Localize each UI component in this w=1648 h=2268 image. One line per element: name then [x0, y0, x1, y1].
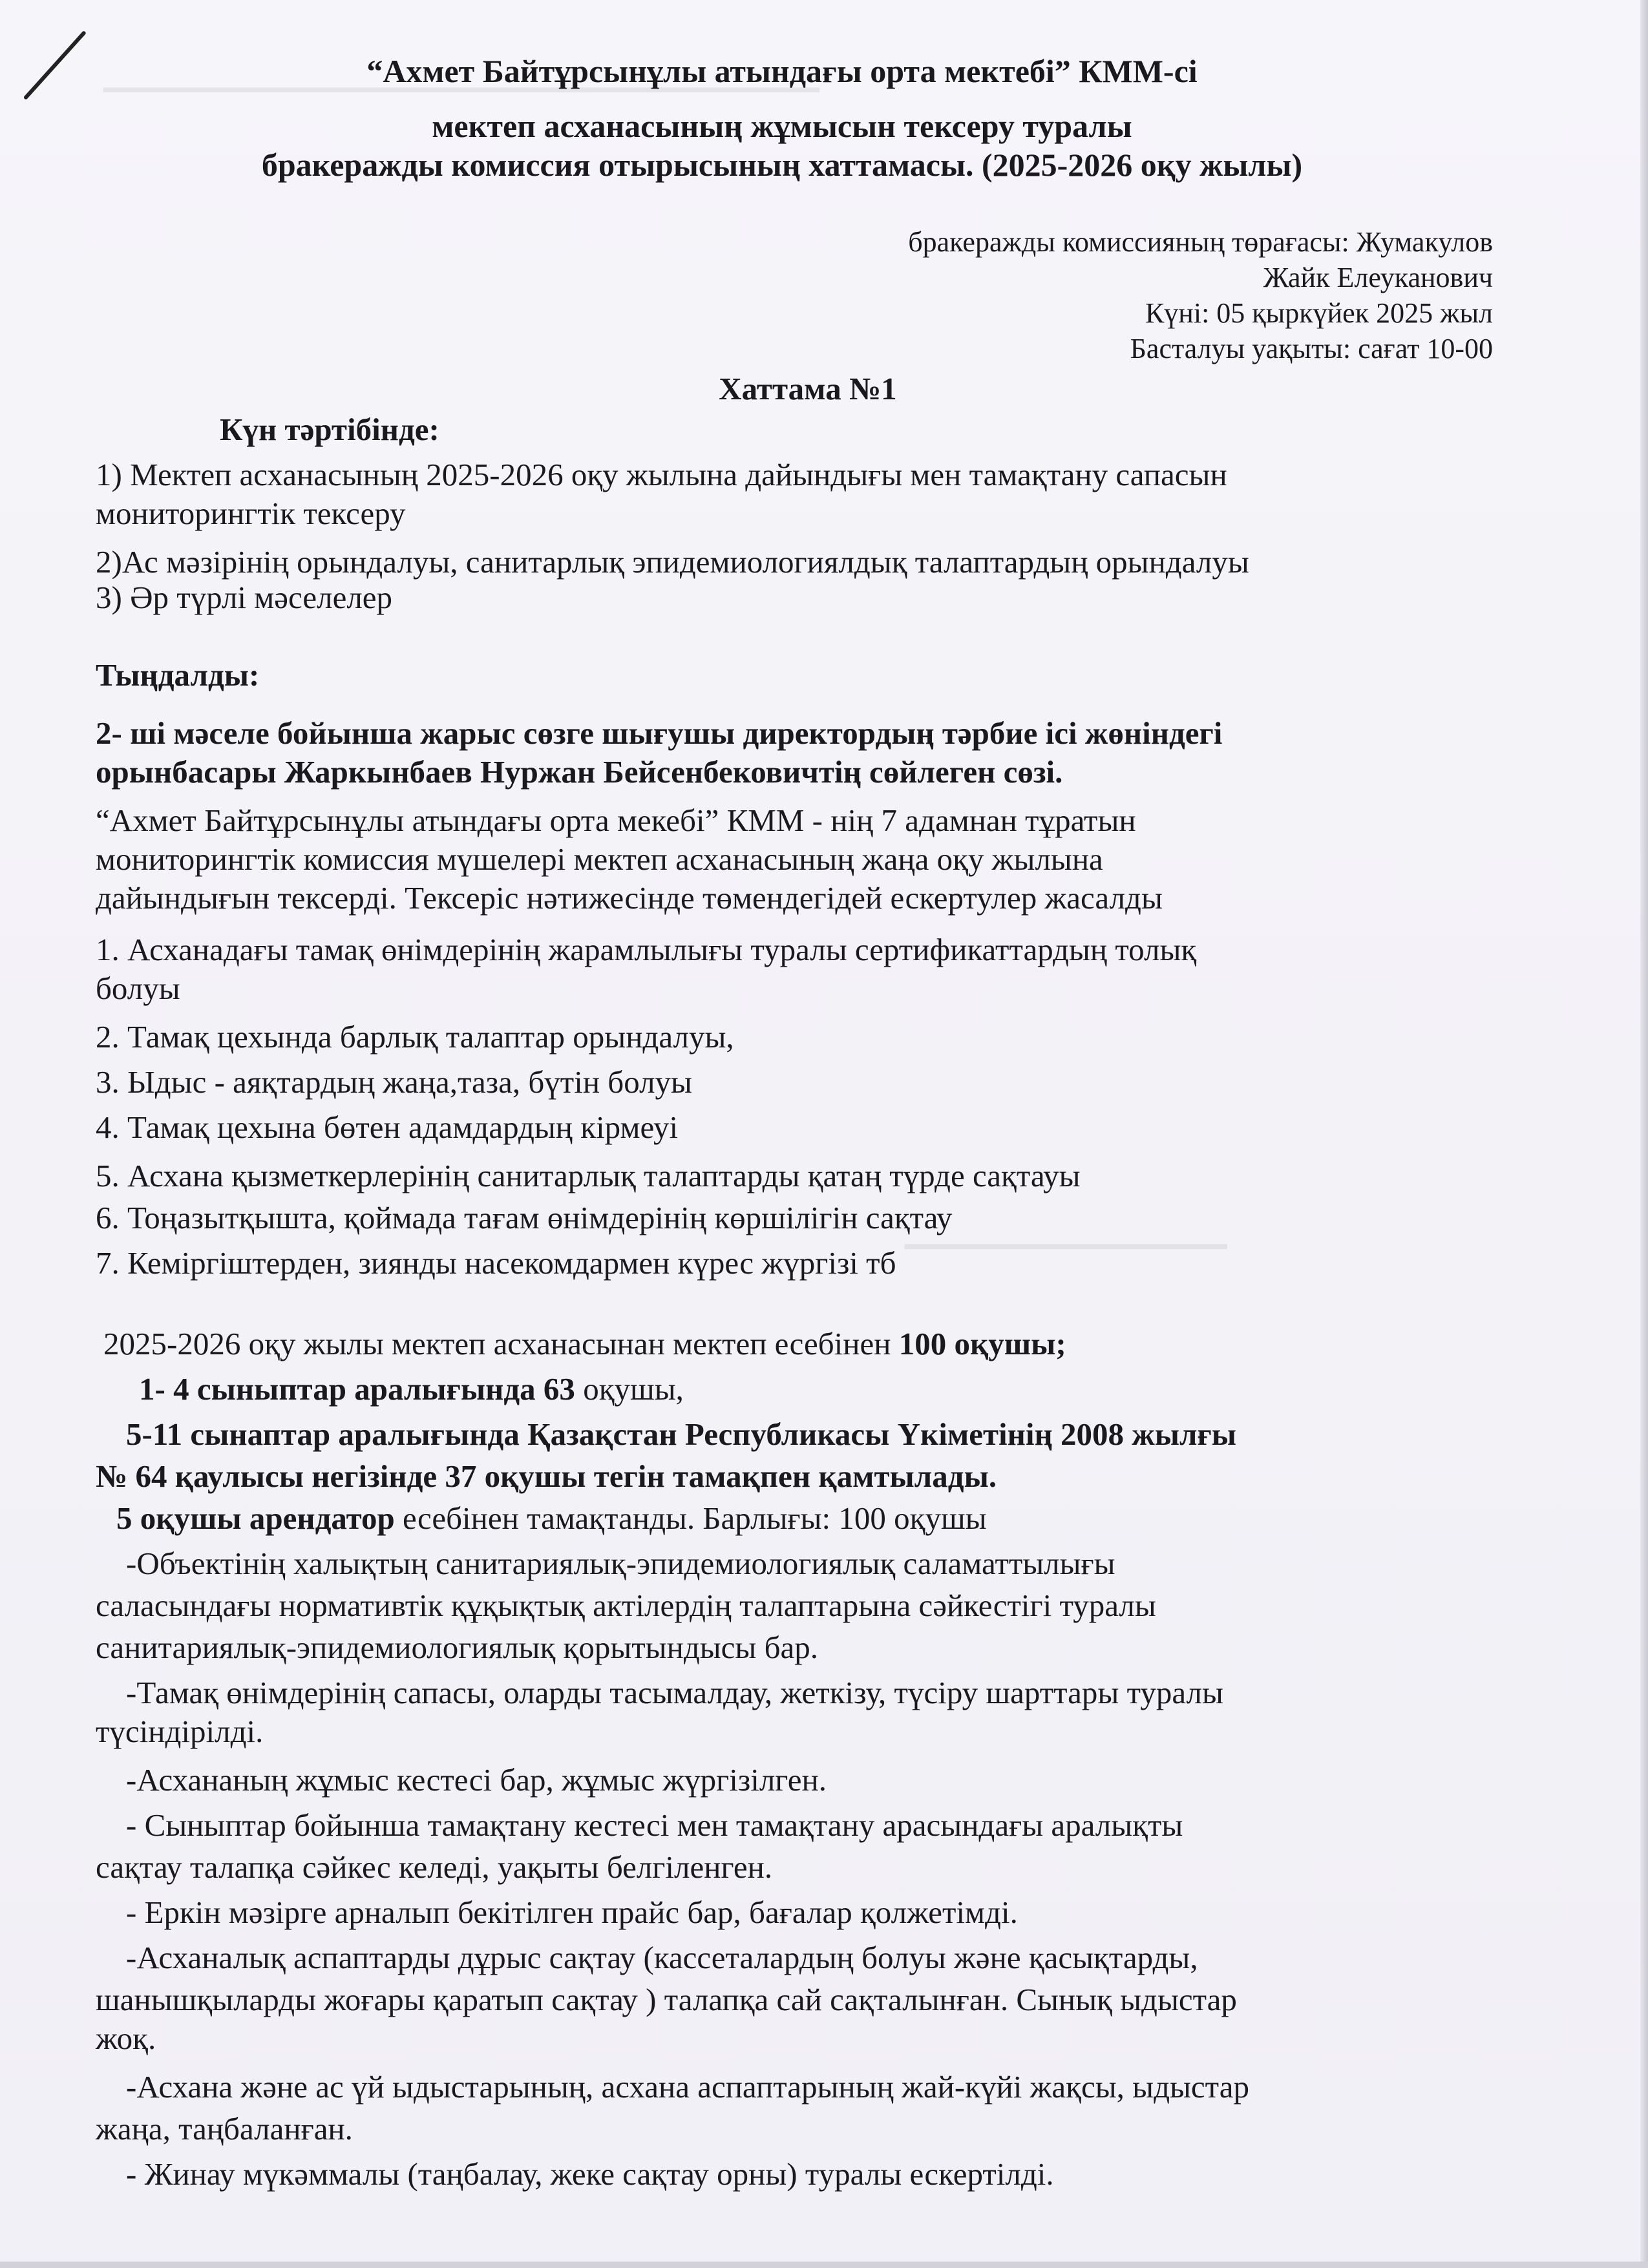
enrollment-line: 5-11 сынаптар аралығында Қазақстан Республикасы Үкіметінің 2008 жылғы [126, 1416, 1237, 1452]
enrollment-line: 1- 4 сыныптар аралығында 63 оқушы, [139, 1371, 684, 1407]
body-text: дайындығын тексерді. Тексеріс нәтижесінде төмендегідей ескертулер жасалды [96, 880, 1163, 916]
enrollment-line: 2025-2026 оқу жылы мектеп асханасынан мектеп есебінен 100 оқушы; [103, 1326, 1066, 1361]
finding-text: жаңа, таңбаланған. [96, 2111, 353, 2147]
finding-text: - Сыныптар бойынша тамақтану кестесі мен тамақтану арасындағы аралықты [126, 1807, 1183, 1843]
remark-item: 1. Асханадағы тамақ өнімдерінің жарамлылығы туралы сертификаттардың толық [96, 932, 1197, 967]
finding-text: - Еркін мәзірге арналып бекітілген прайс бар, бағалар қолжетімді. [126, 1895, 1018, 1930]
body-text: “Ахмет Байтұрсынұлы атындағы орта мекебі” КММ - нің 7 адамнан тұратын [96, 803, 1136, 838]
enrollment-line: № 64 қаулысы негізінде 37 оқушы тегін тамақпен қамтылады. [96, 1458, 997, 1494]
bleed-through-text: ━━━━━━━━━━━━━━━━━━━━━━━━━━━━━━━━━━━━━━━━ [103, 74, 819, 107]
finding-text: сақтау талапқа сәйкес келеді, уақыты белгіленген. [96, 1849, 773, 1885]
chairman-label: бракеражды комиссияның төрағасы: Жумакулов [908, 226, 1493, 258]
finding-text: -Тамақ өнімдерінің сапасы, оларды тасымалдау, жеткізу, түсіру шарттары туралы [126, 1675, 1223, 1710]
remark-item: 5. Асхана қызметкерлерінің санитарлық талаптарды қатаң түрде сақтауы [96, 1158, 1081, 1193]
chairman-name: Жайк Елеуканович [1263, 262, 1493, 293]
heard-heading: Тыңдалды: [96, 657, 260, 693]
remark-item: 7. Кеміргіштерден, зиянды насекомдармен күрес жүргізі тб [96, 1245, 896, 1281]
finding-text: - Жинау мүкәммалы (таңбалау, жеке сақтау орны) туралы ескертілді. [126, 2156, 1054, 2192]
agenda-item: 1) Мектеп асханасының 2025-2026 оқу жылына дайындығы мен тамақтану сапасын [96, 457, 1227, 492]
doc-title-line-1: “Ахмет Байтұрсынұлы атындағы орта мектебі” КММ-сі [366, 53, 1198, 89]
enrollment-line: 5 оқушы арендатор есебінен тамақтанды. Барлығы: 100 оқушы [116, 1500, 987, 1536]
agenda-item: 3) Әр түрлі мәселелер [96, 580, 393, 615]
agenda-item: мониторингтік тексеру [96, 496, 406, 531]
finding-text: жоқ. [96, 2021, 156, 2056]
doc-title-line-2: мектеп асханасының жұмысын тексеру туралы [432, 108, 1132, 144]
finding-text: санитариялық-эпидемиологиялық қорытындысы бар. [96, 1630, 819, 1665]
speaker-line: орынбасары Жаркынбаев Нуржан Бейсенбековичтің сөйлеген сөзі. [96, 754, 1063, 790]
finding-text: саласындағы нормативтік құқықтық актілердің талаптарына сәйкестігі туралы [96, 1588, 1156, 1623]
finding-text: -Асхананың жұмыс кестесі бар, жұмыс жүргізілген. [126, 1762, 827, 1798]
finding-text: шанышқыларды жоғары қаратып сақтау ) талапқа сай сақталынған. Сынық ыдыстар [96, 1982, 1237, 2017]
finding-text: -Асхана және ас үй ыдыстарының, асхана аспаптарының жай-күйі жақсы, ыдыстар [126, 2069, 1249, 2105]
remark-item: 3. Ыдыс - аяқтардың жаңа,таза, бүтін болуы [96, 1064, 692, 1100]
remark-item: болуы [96, 971, 180, 1006]
remark-item: 2. Тамақ цехында барлық талаптар орындалуы, [96, 1019, 734, 1055]
speaker-line: 2- ші мәселе бойынша жарыс сөзге шығушы директордың тәрбие ісі жөніндегі [96, 715, 1223, 751]
meeting-date: Күні: 05 қыркүйек 2025 жыл [1145, 297, 1493, 329]
start-time: Басталуы уақыты: сағат 10-00 [1130, 333, 1493, 364]
remark-item: 4. Тамақ цехына бөтен адамдардың кірмеуі [96, 1109, 679, 1145]
finding-text: -Объектінің халықтың санитариялық-эпидемиологиялық саламаттылығы [126, 1546, 1115, 1581]
bleed-through-text: ━━━━━━━━━━━━━━━━━━ [905, 1230, 1227, 1263]
page-edge-shadow [1640, 0, 1648, 2268]
protocol-number: Хаттама №1 [719, 371, 897, 406]
finding-text: түсіндірілді. [96, 1714, 264, 1749]
page-bottom-edge [0, 2262, 1648, 2268]
body-text: мониторингтік комиссия мүшелері мектеп асханасының жаңа оқу жылына [96, 841, 1103, 877]
agenda-item: 2)Ас мәзірінің орындалуы, санитарлық эпидемиологиялдық талаптардың орындалуы [96, 544, 1249, 580]
doc-title-line-3: бракеражды комиссия отырысының хаттамасы. (2025-2026 оқу жылы) [261, 147, 1303, 183]
agenda-heading: Күн тәртібінде: [220, 412, 439, 447]
remark-item: 6. Тоңазытқышта, қоймада тағам өнімдерінің көршілігін сақтау [96, 1200, 953, 1235]
finding-text: -Асханалық аспаптарды дұрыс сақтау (кассеталардың болуы және қасықтарды, [126, 1940, 1198, 1975]
